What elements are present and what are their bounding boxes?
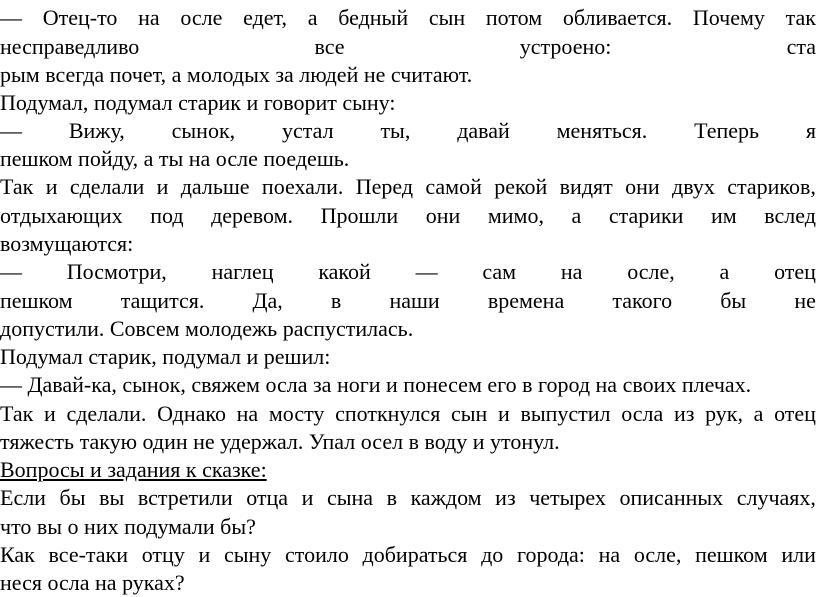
- word: им: [711, 203, 737, 228]
- word: потом: [485, 5, 543, 30]
- word: Почему: [692, 5, 765, 30]
- word: сам: [482, 259, 517, 284]
- word: осле,: [633, 542, 682, 567]
- word: осле,: [627, 259, 675, 284]
- word: и: [45, 174, 58, 199]
- word: —: [0, 118, 22, 143]
- word: в: [386, 485, 398, 510]
- word: случаях,: [736, 485, 816, 510]
- word: под: [150, 203, 184, 228]
- word: тащится.: [120, 288, 205, 313]
- word: Прошли: [320, 203, 399, 228]
- word: а: [307, 5, 318, 30]
- word: давай: [457, 118, 510, 143]
- word: до: [481, 542, 504, 567]
- word: и: [44, 401, 56, 426]
- word: сынок,: [171, 118, 236, 143]
- text-line: [0, 33, 816, 61]
- text-line: [0, 117, 816, 145]
- word: сына: [326, 485, 374, 510]
- word: стоило: [285, 542, 349, 567]
- word: стариков,: [727, 174, 816, 199]
- word: Перед: [355, 174, 414, 199]
- word: видят: [559, 174, 613, 199]
- word: Как: [0, 542, 35, 567]
- word: из: [673, 401, 695, 426]
- word: четырех: [529, 485, 606, 510]
- word: на: [138, 5, 160, 30]
- word: выпустил: [520, 401, 611, 426]
- word: самой: [425, 174, 482, 199]
- word: так: [785, 5, 816, 30]
- word: мосту: [268, 401, 325, 426]
- text-line: неся осла на руках?: [0, 570, 185, 595]
- word: такого: [612, 288, 673, 313]
- word: осла: [621, 401, 664, 426]
- word: Однако: [157, 401, 226, 426]
- word: обливается.: [562, 5, 673, 30]
- text-line: [0, 202, 816, 230]
- word: —: [0, 259, 22, 284]
- word: отец: [774, 401, 816, 426]
- word: города:: [517, 542, 585, 567]
- word: Вижу,: [68, 118, 125, 143]
- word: сделали.: [66, 401, 147, 426]
- word: какой: [318, 259, 371, 284]
- word: и: [301, 485, 314, 510]
- word: отцу: [141, 542, 185, 567]
- word: осле: [180, 5, 223, 30]
- word: отец: [774, 259, 816, 284]
- word: несправедливо: [0, 34, 140, 59]
- word: дальше: [180, 174, 250, 199]
- text-line: [0, 484, 816, 512]
- word: или: [781, 542, 816, 567]
- word: а: [571, 203, 582, 228]
- text-line: [0, 173, 816, 201]
- text-line: тяжесть такую один не удержал. Упал осел в воду и утонул.: [0, 429, 560, 454]
- word: бедный: [338, 5, 409, 30]
- word: времена: [487, 288, 565, 313]
- word: рекой: [494, 174, 548, 199]
- word: вслед: [764, 203, 816, 228]
- word: Если: [0, 485, 46, 510]
- word: отдыхающих: [0, 203, 123, 228]
- word: устроено:: [519, 34, 612, 59]
- word: на: [236, 401, 259, 426]
- word: отца: [246, 485, 289, 510]
- word: сыну: [223, 542, 272, 567]
- word: сделали: [69, 174, 145, 199]
- text-line: пешком пойду, а ты на осле поедешь.: [0, 146, 350, 171]
- word: добираться: [362, 542, 468, 567]
- word: едет,: [243, 5, 288, 30]
- word: мимо,: [487, 203, 544, 228]
- word: наши: [389, 288, 440, 313]
- word: Отец-то: [42, 5, 118, 30]
- word: —: [415, 259, 438, 284]
- word: сын: [451, 401, 488, 426]
- word: каждом: [410, 485, 482, 510]
- word: они: [425, 203, 461, 228]
- word: старики: [608, 203, 684, 228]
- word: поехали.: [261, 174, 344, 199]
- text-line: — Давай-ка, сынок, свяжем осла за ноги и понесем его в город на своих плечах.: [0, 372, 752, 397]
- word: и: [156, 174, 169, 199]
- section-heading: Вопросы и задания к сказке:: [0, 457, 267, 482]
- word: в: [330, 288, 342, 313]
- word: наглец: [211, 259, 274, 284]
- word: и: [498, 401, 510, 426]
- word: не: [794, 288, 816, 313]
- word: двух: [672, 174, 715, 199]
- word: они: [625, 174, 660, 199]
- text-line: [0, 400, 816, 428]
- word: вы: [99, 485, 125, 510]
- text-line: допустили. Совсем молодежь распустилась.: [0, 316, 414, 341]
- word: на: [598, 542, 621, 567]
- word: а: [719, 259, 730, 284]
- word: на: [560, 259, 583, 284]
- word: и: [198, 542, 211, 567]
- text-line: Подумал старик, подумал и решил:: [0, 344, 331, 369]
- text-line: [0, 4, 816, 32]
- text-line: возмущаются:: [0, 231, 134, 256]
- text-line: [0, 287, 816, 315]
- word: пешком: [0, 288, 73, 313]
- word: бы: [59, 485, 86, 510]
- word: встретили: [137, 485, 233, 510]
- word: деревом.: [211, 203, 294, 228]
- word: меняться.: [556, 118, 648, 143]
- word: все-таки: [48, 542, 129, 567]
- text-line: [0, 541, 816, 569]
- word: Посмотри,: [66, 259, 167, 284]
- word: ста: [786, 34, 816, 59]
- word: Так: [0, 401, 34, 426]
- word: из: [495, 485, 516, 510]
- word: пешком: [695, 542, 768, 567]
- text-line: что вы о них подумали бы?: [0, 514, 256, 539]
- word: устал: [282, 118, 334, 143]
- word: споткнулся: [335, 401, 441, 426]
- word: Теперь: [694, 118, 760, 143]
- word: все: [314, 34, 345, 59]
- word: бы: [720, 288, 747, 313]
- word: а: [753, 401, 764, 426]
- word: сын: [428, 5, 466, 30]
- word: ты,: [380, 118, 411, 143]
- word: рук,: [705, 401, 743, 426]
- word: Да,: [252, 288, 283, 313]
- word: Так: [0, 174, 34, 199]
- word: я: [805, 118, 816, 143]
- text-line: рым всегда почет, а молодых за людей не считают.: [0, 62, 473, 87]
- text-line: Подумал, подумал старик и говорит сыну:: [0, 90, 396, 115]
- word: —: [0, 5, 22, 30]
- word: описанных: [619, 485, 724, 510]
- text-line: [0, 258, 816, 286]
